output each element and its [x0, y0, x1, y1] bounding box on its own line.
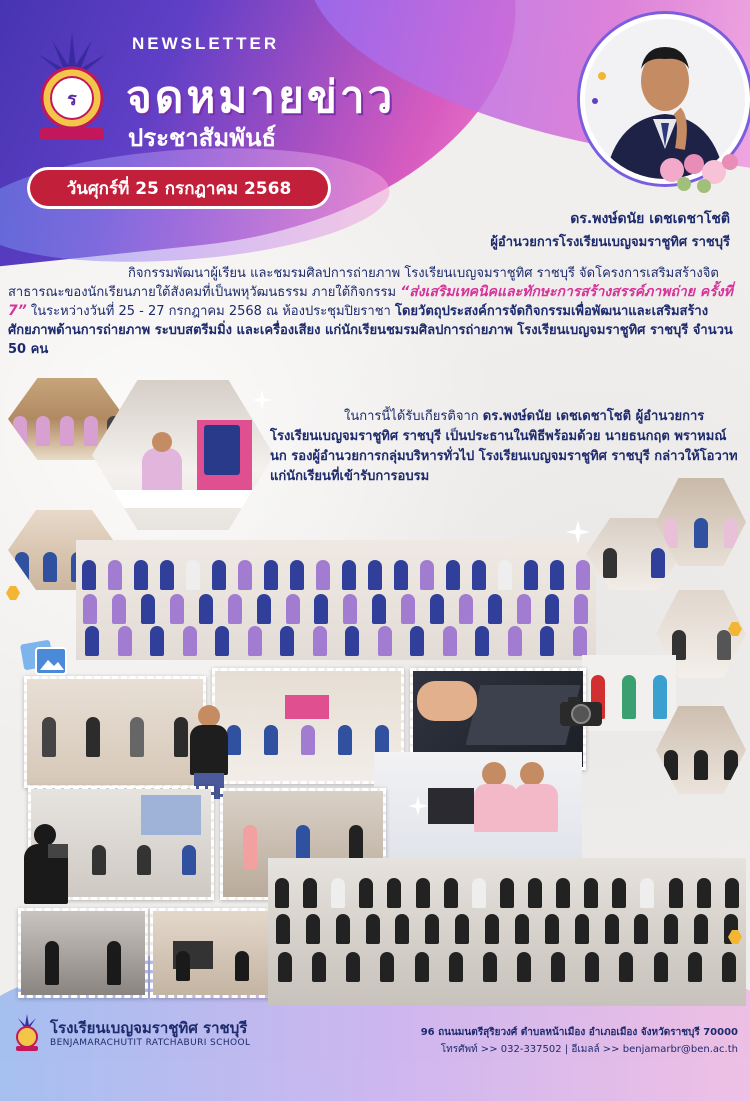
paragraph-closing: กล่าวให้โอวาทแก่นักเรียนที่เข้ารับการอบรม [270, 449, 738, 484]
accent-dot [592, 98, 598, 104]
photo-workshop-presenter [24, 676, 206, 788]
photo-group-students [76, 540, 596, 660]
date-badge: วันศุกร์ที่ 25 กรกฎาคม 2568 [30, 170, 328, 206]
hexagon-accent-icon [728, 622, 742, 636]
hexagon-accent-icon [728, 930, 742, 944]
footer-contact: โทรศัพท์ >> 032-337502 | อีเมลล์ >> benjamarbr@ben.ac.th [440, 1044, 738, 1055]
flower-decoration [652, 140, 742, 200]
svg-text:ร: ร [67, 89, 77, 110]
sparkle-icon [566, 520, 590, 544]
photo-photographer [18, 822, 74, 912]
photo-group-black-shirts [268, 858, 746, 1006]
accent-dot [598, 72, 606, 80]
footer-school-name: โรงเรียนเบญจมราชูทิศ ราชบุรี [50, 1019, 248, 1037]
paragraph-objective: โดยวัตถุประสงค์การจัดกิจกรรมเพื่อพัฒนาและเสริมสร้างศักยภาพด้านการถ่ายภาพ ระบบสตรีมมิ่ง และเครื่องเสียง แก่นักเรียนชมรมศิลปการถ่ายภาพ โรงเรียนเบญจมราชูทิศ ราชบุรี จำนวน 50 คน [8, 304, 733, 357]
article-paragraph-1 [8, 264, 738, 359]
footer-school-name-en: BENJAMARACHUTIT RATCHABURI SCHOOL [50, 1038, 251, 1048]
newsletter-label: NEWSLETTER [132, 34, 280, 53]
photo-students-laptop [150, 908, 274, 998]
photo-streaming-studio [374, 752, 582, 872]
footer-school-logo [12, 1012, 42, 1052]
paragraph-date: ในระหว่างวันที่ 25 - 27 กรกฎาคม 2568 ณ ห้องประชุมปิยราชา [26, 304, 395, 319]
photo-students-camera [18, 908, 148, 998]
director-title: ผู้อำนวยการโรงเรียนเบญจมราชูทิศ ราชบุรี [490, 235, 730, 250]
sparkle-icon [252, 390, 272, 410]
photo-gallery-icon [20, 638, 70, 678]
hexagon-accent-icon [6, 586, 20, 600]
activity-title-highlight: “ส่งเสริมเทคนิคและทักษะการสร้างสรรค์ภาพถ่าย ครั้งที่ 7” [8, 284, 733, 319]
director-name: ดร.พงษ์ดนัย เดชเดชาโชติ [570, 211, 730, 227]
school-crest-logo [30, 28, 114, 148]
sparkle-icon [408, 796, 428, 816]
page-subtitle: ประชาสัมพันธ์ [128, 124, 277, 152]
camera-icon [558, 694, 604, 728]
page-title: จดหมายข่าว [126, 72, 396, 123]
article-paragraph-2 [270, 407, 740, 487]
paragraph-honor: ในการนี้ได้รับเกียรติจาก [344, 409, 483, 424]
footer-address: 96 ถนนมนตรีสุริยวงศ์ ตำบลหน้าเมือง อำเภอเมือง จังหวัดราชบุรี 70000 [420, 1027, 738, 1038]
paragraph-intro: กิจกรรมพัฒนาผู้เรียน และชมรมศิลปการถ่ายภาพ โรงเรียนเบญจมราชูทิศ ราชบุรี จัดโครงการเสริมสร้างจิตสาธารณะของนักเรียนภายใต้สังคมที่เป็นพหุวัฒนธรรม ภายใต้กิจกรรม [8, 266, 719, 300]
paragraph-chairman: ดร.พงษ์ดนัย เดชเดชาโชติ ผู้อำนวยการโรงเรียนเบญจมราชูทิศ ราชบุรี เป็นประธานในพิธีพร้อมด้วย นายธนกฤต พราหมณ์นก รองผู้อำนวยการกลุ่มบริหารทั่วไป โรงเรียนเบญจมราชูทิศ ราชบุรี [270, 409, 727, 464]
